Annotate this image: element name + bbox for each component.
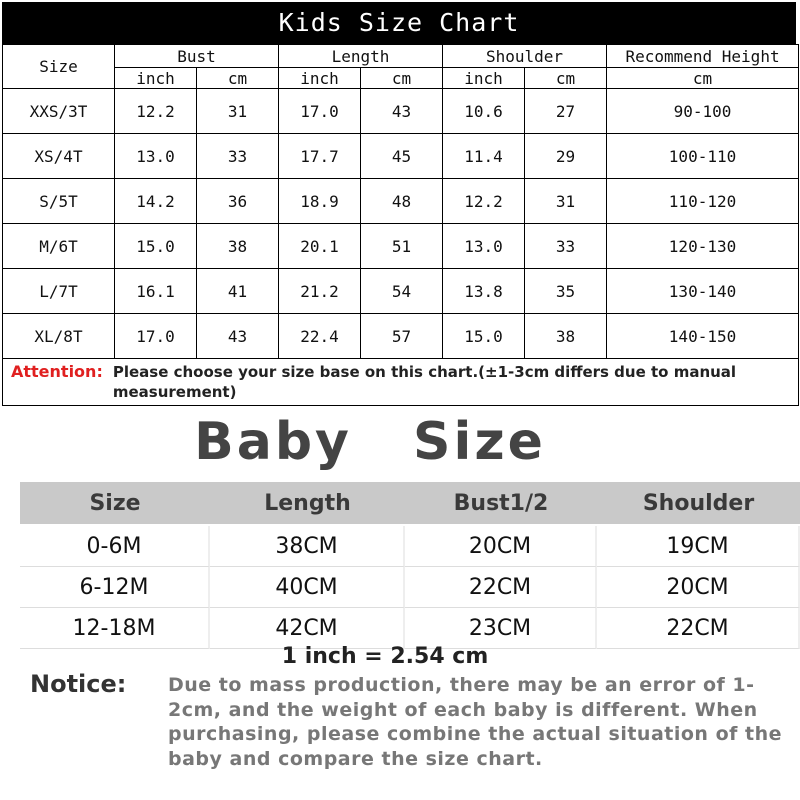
cell-shoulder-cm: 31 [525,179,607,224]
cell-height: 140-150 [607,314,799,359]
cell-length-inch: 17.0 [279,89,361,134]
notice-text: Due to mass production, there may be an error of 1-2cm, and the weight of each baby is different. When purchasing, please combine the actual situation of the baby and compare the size chart. [168,674,782,770]
cell-size: L/7T [3,269,115,314]
cell-size: 6-12M [20,567,210,608]
cell-bust-cm: 43 [197,314,279,359]
cell-bust-cm: 41 [197,269,279,314]
cell-height: 90-100 [607,89,799,134]
cell-length: 38CM [210,526,405,567]
cell-shoulder: 20CM [597,567,800,608]
notice-label: Notice: [30,670,127,698]
cell-length-inch: 18.9 [279,179,361,224]
cell-size: 12-18M [20,608,210,649]
unit-cm: cm [525,68,607,89]
cell-bust-cm: 36 [197,179,279,224]
cell-shoulder-cm: 27 [525,89,607,134]
cell-bust-inch: 15.0 [115,224,197,269]
header-length: Length [210,482,405,526]
table-row [20,526,800,567]
cell-length-inch: 20.1 [279,224,361,269]
header-bust: Bust [115,45,279,68]
cell-bust-inch: 16.1 [115,269,197,314]
cell-length: 42CM [210,608,405,649]
cell-size: XS/4T [3,134,115,179]
attention-label: Attention: [11,362,103,381]
table-row [3,314,799,359]
attention-text: Please choose your size base on this chart.(±1-3cm differs due to manual measurement) [112,363,737,401]
kids-chart-title: Kids Size Chart [2,2,796,44]
cell-length-cm: 51 [361,224,443,269]
unit-cm: cm [607,68,799,89]
cell-length: 40CM [210,567,405,608]
table-row [3,224,799,269]
cell-length-inch: 22.4 [279,314,361,359]
cell-shoulder-cm: 35 [525,269,607,314]
kids-size-table [2,44,799,406]
cell-bust-half: 23CM [405,608,597,649]
header-recommend-height: Recommend Height [607,45,799,68]
cell-bust-cm: 38 [197,224,279,269]
cell-bust-inch: 12.2 [115,89,197,134]
table-row [20,608,800,649]
cell-bust-cm: 33 [197,134,279,179]
table-row [3,134,799,179]
header-shoulder: Shoulder [443,45,607,68]
cell-shoulder-cm: 33 [525,224,607,269]
cell-size: 0-6M [20,526,210,567]
table-row [20,567,800,608]
baby-chart-title: Baby Size [194,412,546,472]
cell-shoulder-inch: 12.2 [443,179,525,224]
cell-shoulder-inch: 13.8 [443,269,525,314]
table-row [3,179,799,224]
unit-inch: inch [115,68,197,89]
cell-height: 110-120 [607,179,799,224]
cell-bust-inch: 17.0 [115,314,197,359]
cell-shoulder-inch: 11.4 [443,134,525,179]
cell-length-cm: 57 [361,314,443,359]
cell-size: XL/8T [3,314,115,359]
cell-size: M/6T [3,224,115,269]
header-length: Length [279,45,443,68]
cell-height: 100-110 [607,134,799,179]
unit-inch: inch [443,68,525,89]
cell-shoulder: 19CM [597,526,800,567]
header-size: Size [20,482,210,526]
cell-size: XXS/3T [3,89,115,134]
cell-shoulder-cm: 38 [525,314,607,359]
cell-height: 130-140 [607,269,799,314]
cell-shoulder: 22CM [597,608,800,649]
cell-height: 120-130 [607,224,799,269]
header-size: Size [3,45,115,89]
cell-shoulder-inch: 15.0 [443,314,525,359]
cell-bust-half: 22CM [405,567,597,608]
header-bust-half: Bust1/2 [405,482,597,526]
cell-size: S/5T [3,179,115,224]
attention-note [3,359,799,406]
cell-shoulder-cm: 29 [525,134,607,179]
cell-length-cm: 48 [361,179,443,224]
cell-shoulder-inch: 13.0 [443,224,525,269]
cell-length-inch: 21.2 [279,269,361,314]
table-row [3,89,799,134]
unit-cm: cm [361,68,443,89]
unit-conversion: 1 inch = 2.54 cm [281,644,489,669]
cell-length-inch: 17.7 [279,134,361,179]
cell-bust-half: 20CM [405,526,597,567]
unit-inch: inch [279,68,361,89]
baby-size-table [20,482,800,649]
header-shoulder: Shoulder [597,482,800,526]
table-row [3,269,799,314]
cell-bust-inch: 13.0 [115,134,197,179]
cell-length-cm: 54 [361,269,443,314]
cell-bust-cm: 31 [197,89,279,134]
cell-shoulder-inch: 10.6 [443,89,525,134]
unit-cm: cm [197,68,279,89]
cell-length-cm: 45 [361,134,443,179]
cell-length-cm: 43 [361,89,443,134]
cell-bust-inch: 14.2 [115,179,197,224]
